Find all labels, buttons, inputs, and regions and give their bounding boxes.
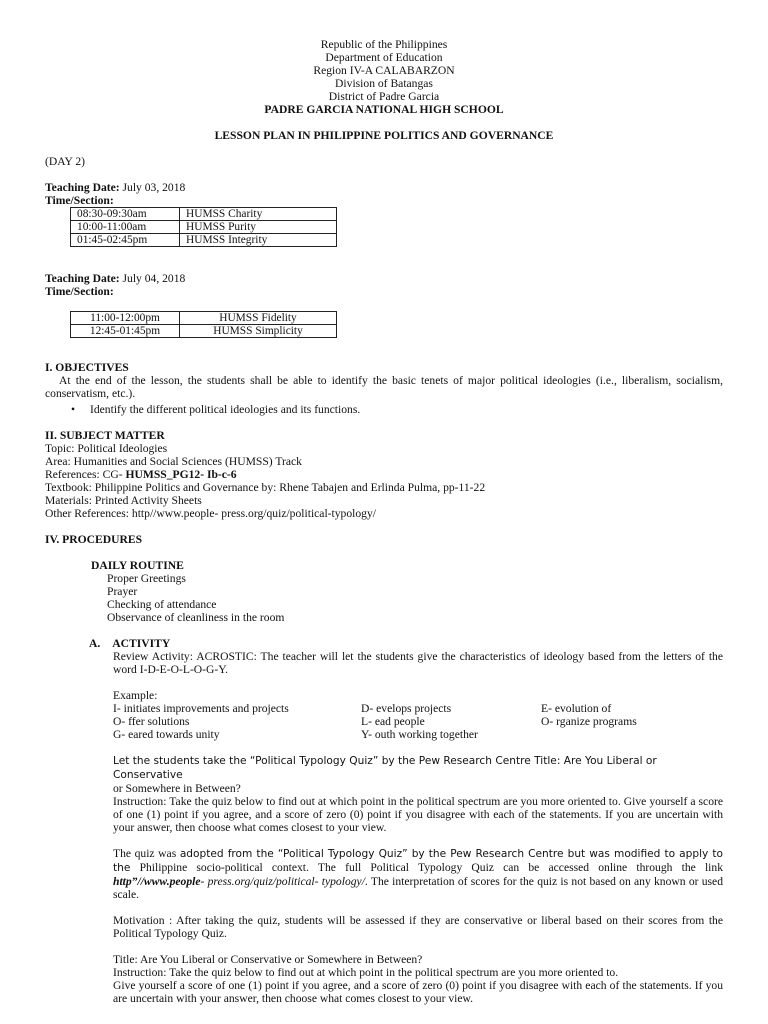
objectives-bullet: • Identify the different political ideologies and its functions. bbox=[71, 403, 361, 416]
activity-body bbox=[45, 650, 723, 1005]
header-republic: Republic of the Philippines bbox=[320, 38, 448, 51]
header-department: Department of Education bbox=[325, 51, 443, 64]
objectives-heading: I. OBJECTIVES bbox=[45, 361, 129, 374]
time-section-label-2: Time/Section: bbox=[45, 285, 114, 298]
teaching-date-1: Teaching Date: July 03, 2018 bbox=[45, 181, 186, 194]
review-activity-text: Review Activity: ACROSTIC: The teacher will let the students give the characteristics of ideology based from the letters of the word I-D-E-O-L-O-G-Y. bbox=[113, 650, 723, 676]
header-region: Region IV-A CALABARZON bbox=[313, 64, 455, 77]
list-item: O- rganize programs bbox=[541, 715, 637, 728]
table-row: 01:45-02:45pm HUMSS Integrity bbox=[71, 234, 337, 247]
list-item: Observance of cleanliness in the room bbox=[107, 611, 285, 624]
textbook-line: Textbook: Philippine Politics and Governance by: Rhene Tabajen and Erlinda Pulma, pp-11-22 bbox=[45, 481, 486, 494]
list-item: I- initiates improvements and projects bbox=[113, 702, 289, 715]
list-item: E- evolution of bbox=[541, 702, 612, 715]
list-item: O- ffer solutions bbox=[113, 715, 190, 728]
school-name: PADRE GARCIA NATIONAL HIGH SCHOOL bbox=[264, 103, 504, 116]
lesson-plan-title: LESSON PLAN IN PHILIPPINE POLITICS AND GOVERNANCE bbox=[214, 129, 554, 142]
list-item bbox=[541, 728, 721, 741]
procedures-heading: IV. PROCEDURES bbox=[45, 533, 143, 546]
area-line: Area: Humanities and Social Sciences (HUMSS) Track bbox=[45, 455, 302, 468]
table-row: 08:30-09:30am HUMSS Charity bbox=[71, 208, 337, 221]
table-row: 11:00-12:00pm HUMSS Fidelity bbox=[71, 312, 337, 325]
quiz-title: Title: Are You Liberal or Conservative or Somewhere in Between? bbox=[113, 953, 423, 966]
daily-routine-list bbox=[45, 572, 723, 624]
motivation-text: Motivation : After taking the quiz, students will be assessed if they are conservative or liberal based on their scores from the Political Typology Quiz. bbox=[113, 914, 723, 940]
teaching-date-2: Teaching Date: July 04, 2018 bbox=[45, 272, 186, 285]
quiz-intro: Let the students take the “Political Typology Quiz” by the Pew Research Centre Title: Are You Liberal or Conservative bbox=[113, 755, 657, 781]
acrostic-grid bbox=[113, 702, 723, 741]
instruction-2b: Give yourself a score of one (1) point if you agree, and a score of zero (0) point if you disagree with each of the statements. If you are uncertain with your answer, then choose what comes closest to your view. bbox=[113, 979, 723, 1005]
header-district: District of Padre Garcia bbox=[328, 90, 440, 103]
day-label: (DAY 2) bbox=[45, 155, 86, 168]
table-row: 12:45-01:45pm HUMSS Simplicity bbox=[71, 325, 337, 338]
schedule-table-1 bbox=[70, 207, 337, 247]
document-header bbox=[45, 38, 723, 142]
example-label: Example: bbox=[113, 689, 158, 702]
table-row: 10:00-11:00am HUMSS Purity bbox=[71, 221, 337, 234]
instruction-2a: Instruction: Take the quiz below to find out at which point in the political spectrum are you more oriented to. bbox=[113, 966, 619, 979]
header-division: Division of Batangas bbox=[335, 77, 433, 90]
list-item: D- evelops projects bbox=[361, 702, 452, 715]
objectives-text: At the end of the lesson, the students shall be able to identify the basic tenets of major political ideologies (i.e., liberalism, socialism, conservatism, etc.). bbox=[45, 374, 723, 400]
list-item: G- eared towards unity bbox=[113, 728, 220, 741]
references-line: References: CG- HUMSS_PG12- Ib-c-6 bbox=[45, 468, 237, 481]
instruction-1: Instruction: Take the quiz below to find out at which point in the political spectrum are you more oriented to. Give yourself a score of one (1) point if you agree, and a score of zero (0) point if you disagree with each of the statements. If you are uncertain with your answer, then choose what comes closest to your view. bbox=[113, 795, 723, 834]
other-references-line: Other References: http//www.people- press.org/quiz/political-typology/ bbox=[45, 507, 376, 520]
materials-line: Materials: Printed Activity Sheets bbox=[45, 494, 202, 507]
schedule-table-2 bbox=[70, 311, 337, 338]
bullet-icon: • bbox=[71, 403, 76, 416]
time-section-label-1: Time/Section: bbox=[45, 194, 114, 207]
quiz-intro-end: or Somewhere in Between? bbox=[113, 782, 241, 795]
activity-heading: A. ACTIVITY bbox=[89, 637, 171, 650]
list-item: Checking of attendance bbox=[107, 598, 217, 611]
list-item: Y- outh working together bbox=[361, 728, 478, 741]
lesson-plan-page bbox=[45, 38, 723, 1005]
quiz-adaptation-text: The quiz was adopted from the “Political Typology Quiz” by the Pew Research Centre but was modified to apply to the Philippine socio-political context. The full Political Typology Quiz can be accessed online through the link http”//www.people- press.org/quiz/political- typology/. The interpretation of scores for the quiz is not based on any known or used scale. bbox=[113, 847, 723, 901]
daily-routine-heading: DAILY ROUTINE bbox=[91, 559, 184, 572]
topic-line: Topic: Political Ideologies bbox=[45, 442, 168, 455]
list-item: Prayer bbox=[107, 585, 138, 598]
subject-matter-heading: II. SUBJECT MATTER bbox=[45, 429, 165, 442]
list-item: L- ead people bbox=[361, 715, 425, 728]
list-item: Proper Greetings bbox=[107, 572, 186, 585]
